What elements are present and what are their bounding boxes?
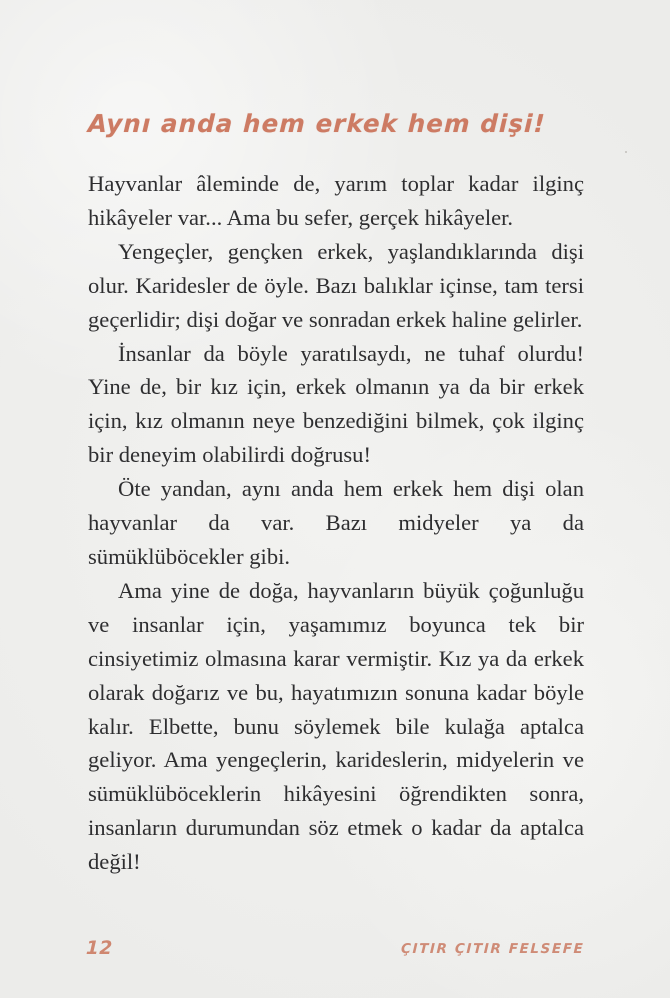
paragraph: İnsanlar da böyle yaratılsaydı, ne tuhaf olurdu! Yine de, bir kız için, erkek olmanın ya da bir erkek için, kız olmanın neye benzediğini bilmek, çok ilginç bir deneyim olabilirdi doğrusu! xyxy=(88,340,584,468)
paragraph: Yengeçler, gençken erkek, yaşlandıklarında dişi olur. Karidesler de öyle. Bazı balıklar içinse, tam tersi geçerlidir; dişi doğar ve sonradan erkek haline gelirler. xyxy=(88,238,584,332)
page-number: 12 xyxy=(85,938,114,959)
page-footer xyxy=(0,938,670,968)
body-text-block xyxy=(88,167,584,879)
paragraph: Hayvanlar âleminde de, yarım toplar kadar ilginç hikâyeler var... Ama bu sefer, gerçek hikâyeler. xyxy=(88,171,584,230)
running-book-title: ÇITIR ÇITIR FELSEFE xyxy=(400,941,585,957)
scan-speck xyxy=(625,151,627,153)
paragraph: Öte yandan, aynı anda hem erkek hem dişi olan hayvanlar da var. Bazı midyeler ya da sümüklüböcekler gibi. xyxy=(88,476,584,569)
section-heading: Aynı anda hem erkek hem dişi! xyxy=(87,109,547,139)
paragraph: Ama yine de doğa, hayvanların büyük çoğunluğu ve insanlar için, yaşamımız boyunca tek bir cinsiyetimiz olmasına karar vermiştir. Kız ya da erkek olarak doğarız ve bu, hayatımızın sonuna kadar böyle kalır. Elbette, bunu söylemek bile kulağa aptalca geliyor. Ama yengeçlerin, karideslerin, midyelerin ve sümüklüböceklerin hikâyesini öğrendikten sonra, insanların durumundan söz etmek o kadar da aptalca değil! xyxy=(88,577,584,875)
